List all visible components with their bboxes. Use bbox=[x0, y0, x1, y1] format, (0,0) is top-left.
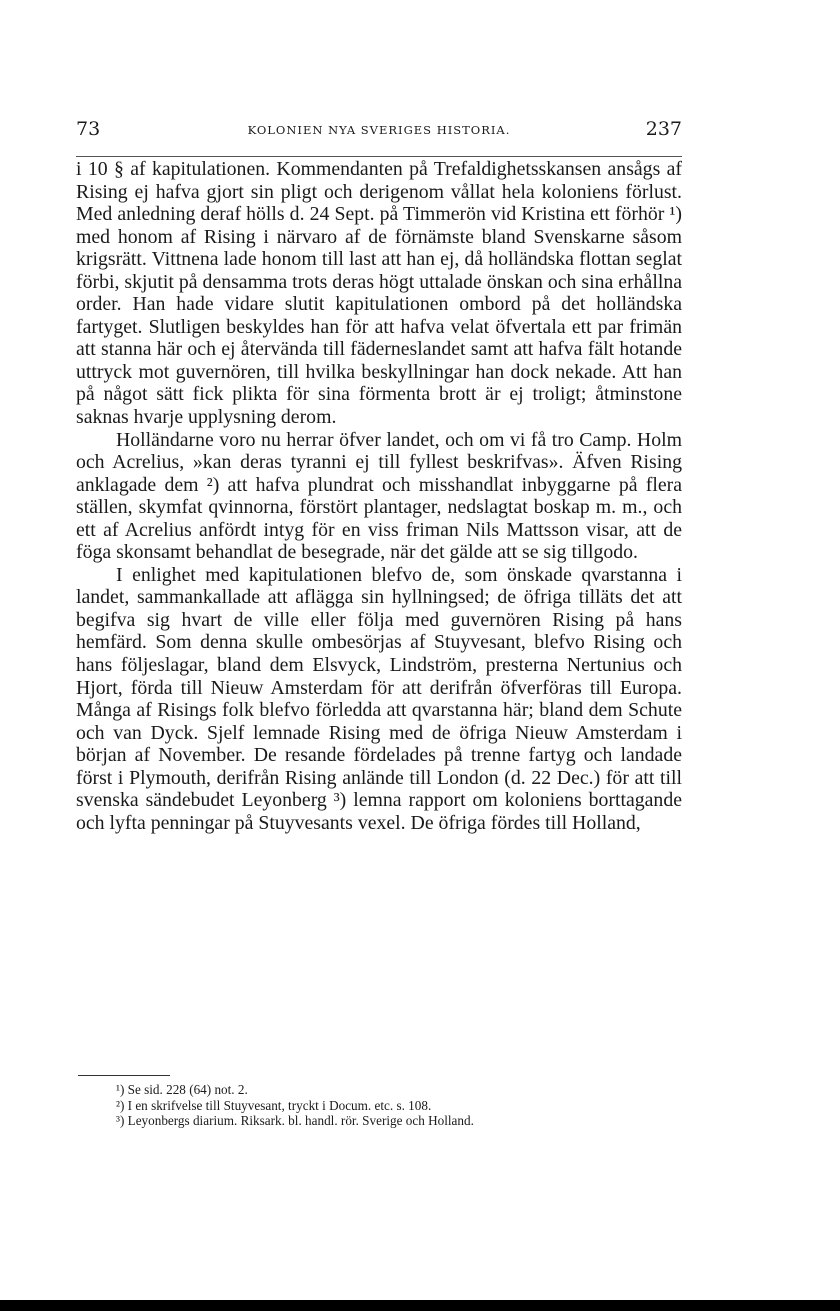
footnote-rule bbox=[78, 1075, 170, 1076]
main-text bbox=[76, 158, 682, 834]
running-title: KOLONIEN NYA SVERIGES HISTORIA. bbox=[247, 123, 511, 137]
paragraph-1: i 10 § af kapitulationen. Kommendanten på Trefaldighetsskansen ansågs af Rising ej hafva gjort sin pligt och derigenom vållat hela koloniens förlust. Med anledning deraf hölls d. 24 Sept. på Timmerön vid Kristina ett förhör ¹) med honom af Rising i närvaro af de förnämste bland Svenskarne såsom krigsrätt. Vittnena lade honom till last att han ej, då holländska flottan seglat förbi, skjutit på densamma trots deras högt uttalade önskan och sina erhållna order. Han hade vidare slutit kapitulationen ombord på det holländska fartyget. Slutligen beskyldes han för att hafva velat öfvertala ett par frimän att stanna här och ej återvända till fäderneslandet samt att hafva fält hotande uttryck mot guvernören, till hvilka beskyllningar han dock nekade. Att han på något sätt fick plikta för sina förmenta brott är ej troligt; åtminstone saknas hvarje upplysning derom. bbox=[76, 158, 682, 429]
page-header bbox=[76, 118, 682, 152]
header-rule bbox=[76, 156, 682, 157]
scan-border bbox=[0, 1300, 840, 1311]
paragraph-2: Holländarne voro nu herrar öfver landet, och om vi få tro Camp. Holm och Acrelius, »kan deras tyranni ej till fyllest beskrifvas». Äfven Rising anklagade dem ²) att hafva plundrat och misshandlat inbyggarne på flera ställen, skymfat qvinnorna, förstört plantager, nedslagtat boskap m. m., och ett af Acrelius anfördt intyg för en viss friman Nils Mattsson visar, att de föga skonsamt behandlat de besegrade, när det gälde att se sig tillgodo. bbox=[76, 428, 682, 564]
footnote-1: ¹) Se sid. 228 (64) not. 2. bbox=[116, 1082, 248, 1097]
page-number-left: 73 bbox=[76, 118, 101, 140]
footnote-3: ³) Leyonbergs diarium. Riksark. bl. handl. rör. Sverige och Holland. bbox=[116, 1113, 474, 1128]
paragraph-3: I enlighet med kapitulationen blefvo de, som önskade qvarstanna i landet, sammankallade att aflägga sin hyllningsed; de öfriga tilläts det att begifva sig hvart de ville eller följa med guvernören Rising på hans hemfärd. Som denna skulle ombesörjas af Stuyvesant, blefvo Rising och hans följeslagar, bland dem Elsvyck, Lindström, presterna Nertunius och Hjort, förda till Nieuw Amsterdam för att derifrån öfverföras till Europa. Många af Risings folk blefvo förledda att qvarstanna här; bland dem Schute och van Dyck. Sjelf lemnade Rising med de öfriga Nieuw Amsterdam i början af November. De resande fördelades på trenne fartyg och landade först i Plymouth, derifrån Rising anlände till London (d. 22 Dec.) för att till svenska sändebudet Leyonberg ³) lemna rapport om koloniens borttagande och lyfta penningar på Stuyvesants vexel. De öfriga fördes till Holland, bbox=[76, 563, 682, 834]
footnotes bbox=[116, 1082, 676, 1129]
footnote-2: ²) I en skrifvelse till Stuyvesant, tryckt i Docum. etc. s. 108. bbox=[116, 1097, 432, 1113]
page-number-right: 237 bbox=[645, 118, 682, 140]
